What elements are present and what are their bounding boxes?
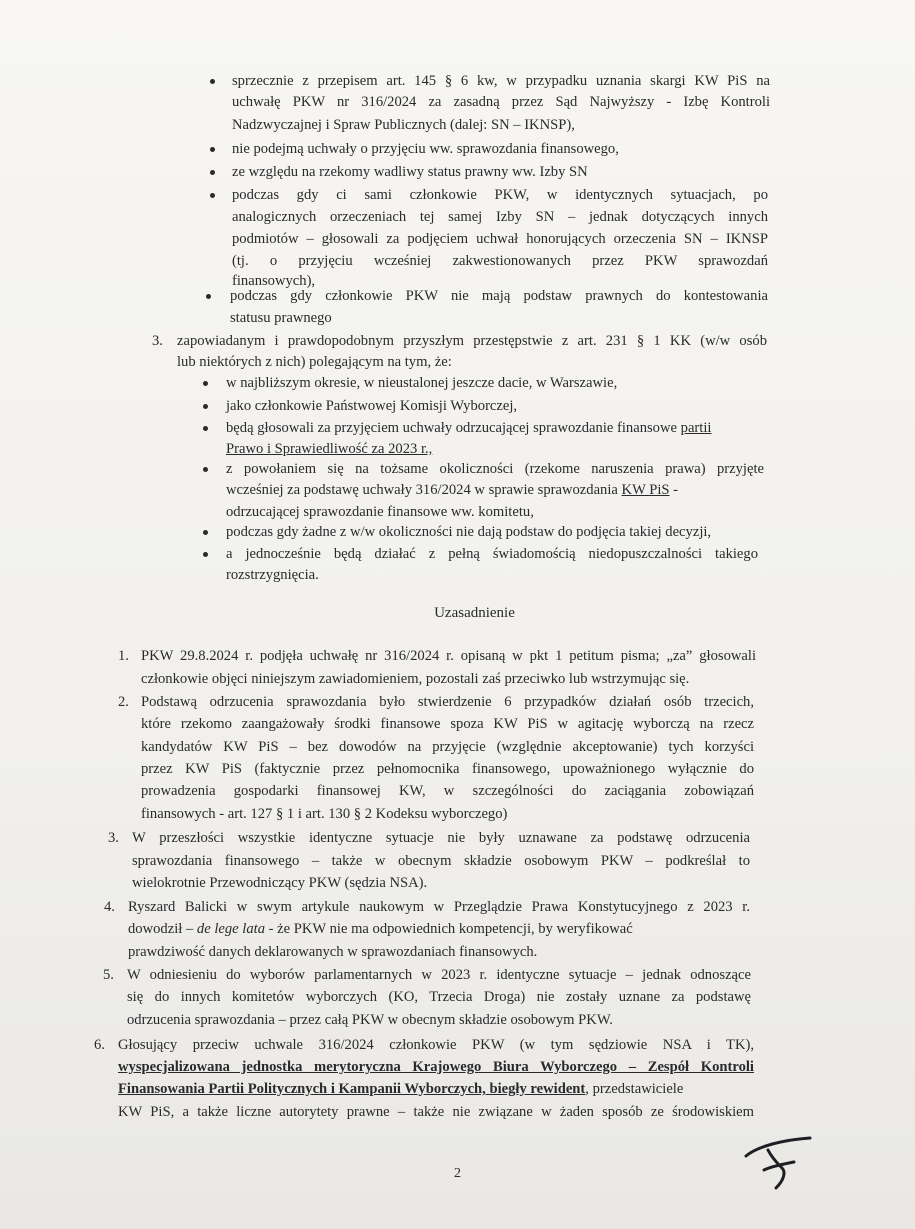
text-span: - <box>669 482 679 498</box>
list-number: 5. <box>103 967 114 983</box>
text-line: sprawozdania finansowego – także w obecnym składzie osobowym PKW – podkreślał to <box>132 853 750 869</box>
text-line: Podstawą odrzucenia sprawozdania było stwierdzenie 6 przypadków działań osób trzecich, <box>141 694 754 710</box>
underlined-text: Finansowania Partii Politycznych i Kampanii Wyborczych, biegły rewident <box>118 1081 586 1097</box>
text-line: podczas gdy członkowie PKW nie mają podstaw prawnych do kontestowania <box>230 288 768 304</box>
list-number: 3. <box>152 333 163 349</box>
text-line <box>128 920 633 938</box>
text-line: PKW 29.8.2024 r. podjęła uchwałę nr 316/2024 r. opisaną w pkt 1 petitum pisma; „za” głosowali <box>141 648 756 664</box>
text-span: , przedstawiciele <box>585 1081 684 1097</box>
text-line: W odniesieniu do wyborów parlamentarnych w 2023 r. identyczne sytuacje – jednak odnoszące <box>127 967 751 983</box>
list-number: 1. <box>118 648 129 664</box>
bullet-icon <box>203 530 208 535</box>
text-span: będą głosowali za przyjęciem uchwały odrzucającej sprawozdanie finansowe <box>226 420 681 436</box>
text-line: się do innych komitetów wyborczych (KO, Trzecia Droga) nie zostały uznane za podstawę <box>127 989 751 1005</box>
underlined-text: KW PiS <box>621 482 670 498</box>
text-line: odrzucającej sprawozdanie finansowe ww. komitetu, <box>226 504 534 520</box>
text-line: podczas gdy żadne z w/w okoliczności nie dają podstaw do podjęcia takiej decyzji, <box>226 524 712 540</box>
bullet-icon <box>210 170 215 175</box>
page-number: 2 <box>454 1166 461 1181</box>
bullet-icon <box>210 193 215 198</box>
text-line: prawdziwość danych deklarowanych w sprawozdaniach finansowych. <box>128 944 538 960</box>
list-number: 6. <box>94 1037 105 1053</box>
text-line: podczas gdy ci sami członkowie PKW, w identycznych sytuacjach, po <box>232 187 768 203</box>
text-line: Nadzwyczajnej i Spraw Publicznych (dalej: SN – IKNSP), <box>232 117 575 133</box>
text-span: wcześniej za podstawę uchwały 316/2024 w sprawie sprawozdania <box>226 482 622 498</box>
text-line: prowadzenia gospodarki finansowej KW, w szczególności do zaciągania zobowiązań <box>141 783 754 799</box>
text-span: dowodził – <box>128 921 197 937</box>
list-number: 4. <box>104 899 115 915</box>
text-line: w najbliższym okresie, w nieustalonej jeszcze dacie, w Warszawie, <box>226 375 618 391</box>
signature-icon <box>738 1128 818 1198</box>
text-line: finansowych - art. 127 § 1 i art. 130 § 2 Kodeksu wyborczego) <box>141 806 508 822</box>
underlined-text: partii <box>680 420 712 436</box>
text-line: jako członkowie Państwowej Komisji Wyborczej, <box>226 398 518 414</box>
text-line: przez KW PiS (faktycznie przez pełnomocnika finansowego, upoważnionego wyłącznie do <box>141 761 754 777</box>
bullet-icon <box>203 467 208 472</box>
text-line: statusu prawnego <box>230 310 332 326</box>
text-line: lub niektórych z nich) polegającym na tym, że: <box>177 354 452 370</box>
text-line: finansowych), <box>232 273 316 289</box>
text-line: wielokrotnie Przewodniczący PKW (sędzia NSA). <box>132 875 428 891</box>
text-line: kandydatów KW PiS – bez dowodów na przyjęcie (względnie akceptowanie) tych korzyści <box>141 739 754 755</box>
bullet-icon <box>203 381 208 386</box>
text-line <box>226 419 711 437</box>
text-line: podmiotów – głosowali za podjęciem uchwał honorujących orzeczenia SN – IKNSP <box>232 231 768 247</box>
text-line: a jednocześnie będą działać z pełną świadomością niedopuszczalności takiego <box>226 546 758 562</box>
underlined-text: wyspecjalizowana jednostka merytoryczna Krajowego Biura Wyborczego – Zespół Kontroli <box>118 1059 754 1075</box>
text-line: które rzekomo zaangażowały środki finansowe spoza KW PiS w agitację wyborczą na rzecz <box>141 716 754 732</box>
list-number: 3. <box>108 830 119 846</box>
underlined-text: Prawo i Sprawiedliwość za 2023 r., <box>226 441 433 457</box>
text-line: W przeszłości wszystkie identyczne sytuacje nie były uznawane za podstawę odrzucenia <box>132 830 750 846</box>
text-line: ze względu na rzekomy wadliwy status prawny ww. Izby SN <box>232 164 588 180</box>
text-line: zapowiadanym i prawdopodobnym przyszłym przestępstwie z art. 231 § 1 KK (w/w osób <box>177 333 767 349</box>
bullet-icon <box>206 294 211 299</box>
section-heading: Uzasadnienie <box>434 605 515 621</box>
bullet-icon <box>203 552 208 557</box>
text-line: odrzucenia sprawozdania – przez całą PKW w obecnym składzie osobowym PKW. <box>127 1012 613 1028</box>
italic-text: de lege lata <box>196 921 266 937</box>
bullet-icon <box>210 79 215 84</box>
text-line: członkowie objęci niniejszym zawiadomieniem, pozostali zaś przeciwko lub wstrzymując się. <box>141 671 690 687</box>
bullet-icon <box>203 426 208 431</box>
list-number: 2. <box>118 694 129 710</box>
text-line: sprzecznie z przepisem art. 145 § 6 kw, w przypadku uznania skargi KW PiS na <box>232 73 770 89</box>
text-line <box>118 1080 683 1098</box>
text-line: KW PiS, a także liczne autorytety prawne – także nie związane w żaden sposób ze środowiskiem <box>118 1104 754 1120</box>
text-line: Głosujący przeciw uchwale 316/2024 członkowie PKW (w tym sędziowie NSA i TK), <box>118 1037 754 1053</box>
text-line: rozstrzygnięcia. <box>226 567 319 583</box>
text-line: uchwałę PKW nr 316/2024 za zasadną przez Sąd Najwyższy - Izbę Kontroli <box>232 94 770 110</box>
text-line: (tj. o przyjęciu wcześniej zakwestionowanych przez PKW sprawozdań <box>232 253 768 269</box>
text-line <box>226 481 678 499</box>
text-line: z powołaniem się na tożsame okoliczności (rzekome naruszenia prawa) przyjęte <box>226 461 764 477</box>
text-line: Ryszard Balicki w swym artykule naukowym w Przeglądzie Prawa Konstytucyjnego z 2023 r. <box>128 899 750 915</box>
text-span: - że PKW nie ma odpowiednich kompetencji, by weryfikować <box>265 921 633 937</box>
text-line: nie podejmą uchwały o przyjęciu ww. sprawozdania finansowego, <box>232 141 619 157</box>
text-line: analogicznych orzeczeniach tej samej Izby SN – jednak dotyczących innych <box>232 209 768 225</box>
bullet-icon <box>210 147 215 152</box>
bullet-icon <box>203 404 208 409</box>
